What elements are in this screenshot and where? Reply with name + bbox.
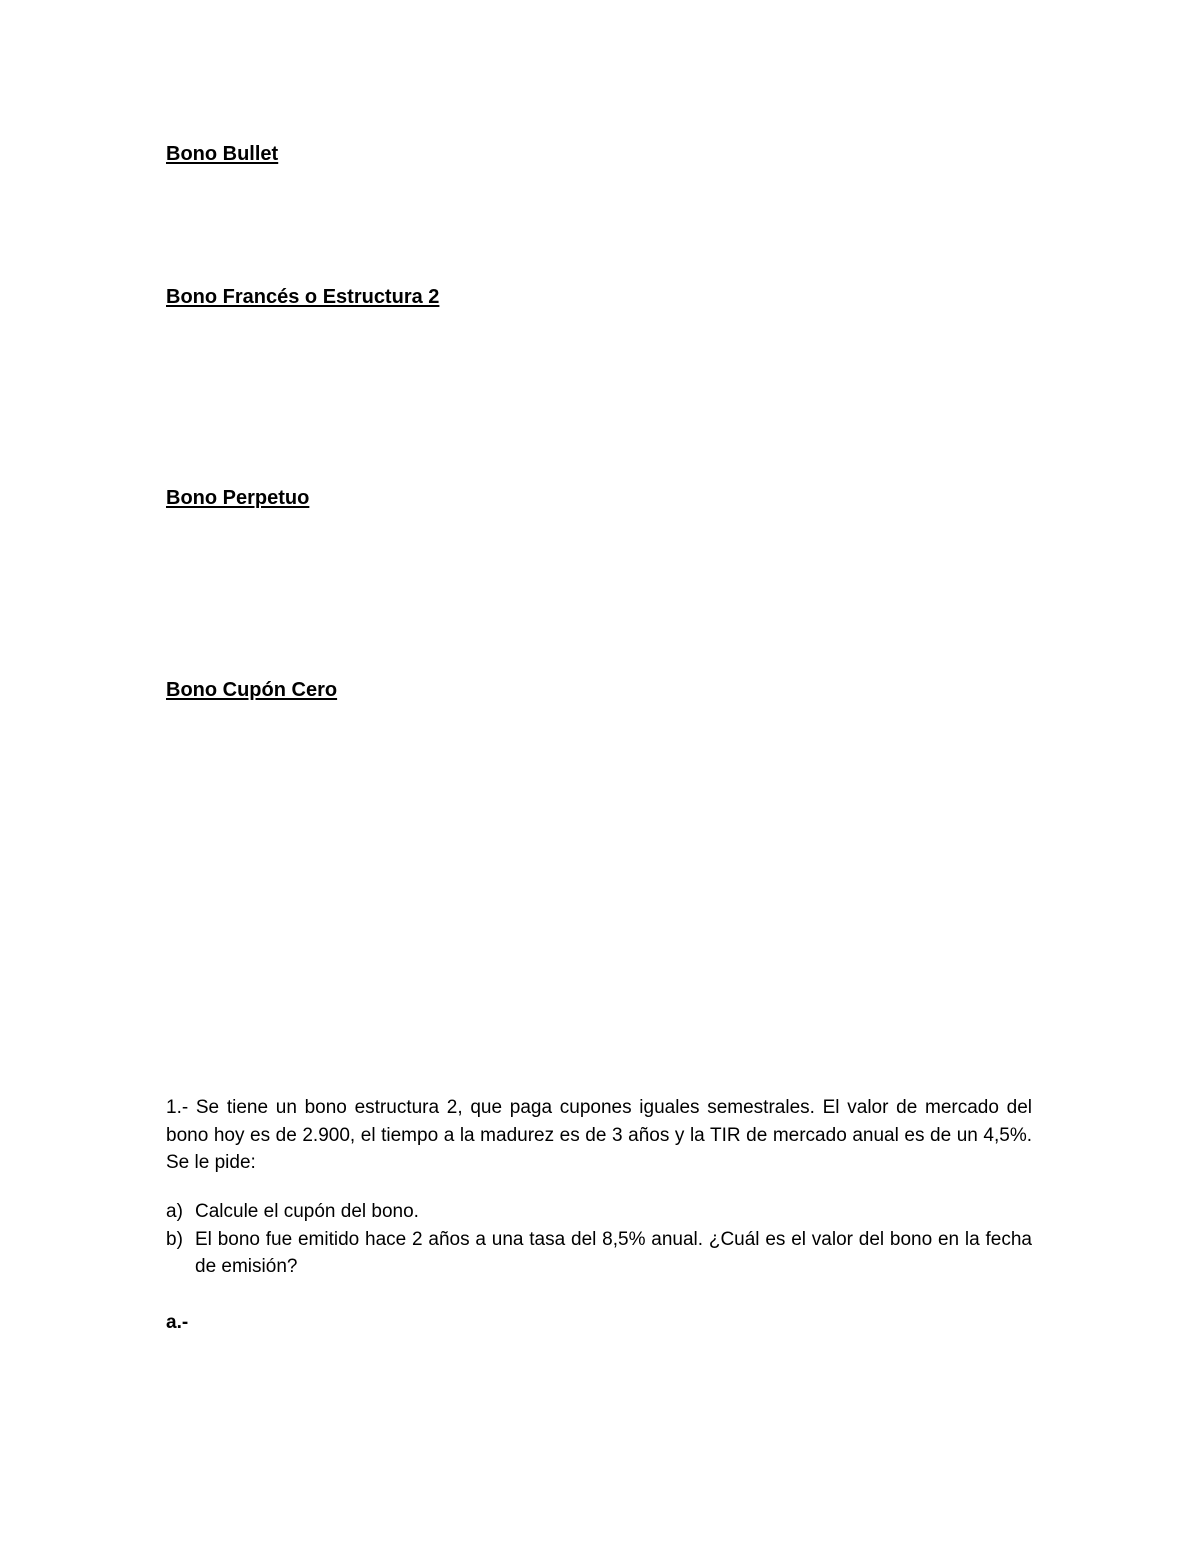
answer-label: a.- [166, 1312, 189, 1333]
list-item-text: El bono fue emitido hace 2 años a una tasa del 8,5% anual. ¿Cuál es el valor del bono en la fecha de emisión? [195, 1228, 1032, 1277]
list-item-marker: b) [166, 1228, 183, 1250]
heading-bono-frances: Bono Francés o Estructura 2 [166, 286, 440, 308]
list-item-text: Calcule el cupón del bono. [195, 1201, 419, 1222]
list-item-marker: a) [166, 1201, 183, 1222]
problem-statement: 1.- Se tiene un bono estructura 2, que paga cupones iguales semestrales. El valor de mercado del bono hoy es de 2.900, el tiempo a la madurez es de 3 años y la TIR de mercado anual es de un 4,5%. Se le pide: [166, 1097, 1032, 1173]
heading-bono-perpetuo: Bono Perpetuo [166, 487, 310, 509]
list-item [166, 1198, 1032, 1226]
heading-bono-cupon-cero: Bono Cupón Cero [166, 679, 338, 701]
problem-items-list [166, 1198, 1032, 1281]
heading-bono-bullet: Bono Bullet [166, 143, 279, 165]
list-item [166, 1226, 1032, 1281]
